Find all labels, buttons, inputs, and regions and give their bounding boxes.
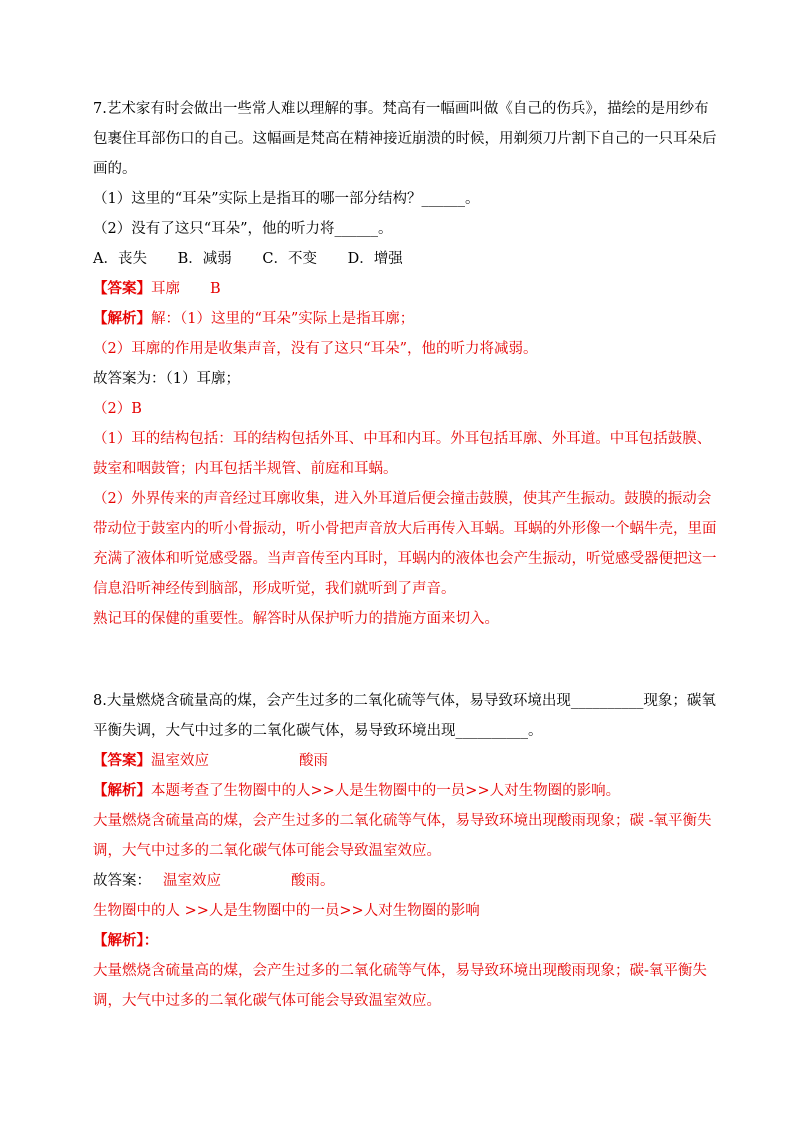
answer-value-1: 耳廓 xyxy=(151,281,180,297)
option-c: C．不变 xyxy=(262,251,317,267)
answer-value-1: 温室效应 xyxy=(151,753,209,769)
option-a: A．丧失 xyxy=(93,251,147,267)
answer-line xyxy=(93,274,713,304)
option-b: B．减弱 xyxy=(177,251,232,267)
answer-tag: 【答案】 xyxy=(93,752,151,769)
analysis2-line: 大量燃烧含硫量高的煤，会产生过多的二氧化硫等气体，易导致环境出现酸雨现象；碳-氧平衡失 xyxy=(93,963,707,979)
analysis-text: 解：（1）这里的“耳朵”实际上是指耳廓； xyxy=(151,311,415,327)
analysis-tag: 【解析】 xyxy=(93,782,151,799)
extension-line: （1）耳的结构包括：耳的结构包括外耳、中耳和内耳。外耳包括耳廓、外耳道。中耳包括鼓膜、 xyxy=(93,431,712,447)
sub-question-2: （2）没有了这只“耳朵”，他的听力将______。 xyxy=(93,221,393,237)
analysis-line xyxy=(93,304,713,334)
analysis-line: 大量燃烧含硫量高的煤，会产生过多的二氧化硫等气体，易导致环境出现酸雨现象；碳 -氧平衡失 xyxy=(93,813,712,829)
question-stem-line: 画的。 xyxy=(93,161,137,177)
sub-question-1: （1）这里的“耳朵”实际上是指耳的哪一部分结构？______。 xyxy=(93,191,480,207)
extension-line: 鼓室和咽鼓管；内耳包括半规管、前庭和耳蜗。 xyxy=(93,461,398,477)
analysis2-line: 调，大气中过多的二氧化碳气体可能会导致温室效应。 xyxy=(93,993,441,1009)
analysis-text: 本题考查了生物圈中的人>>人是生物圈中的一员>>人对生物圈的影响。 xyxy=(151,783,621,799)
final-answer-1: 温室效应 xyxy=(163,873,221,889)
final-answer-label: 故答案为：（1）耳廓； xyxy=(93,371,240,387)
analysis-line: （2）耳廓的作用是收集声音，没有了这只“耳朵”，他的听力将减弱。 xyxy=(93,341,538,357)
analysis-line xyxy=(93,776,713,806)
answer-value-2: B xyxy=(210,281,221,297)
tip-line: 熟记耳的保健的重要性。解答时从保护听力的措施方面来切入。 xyxy=(93,611,499,627)
final-answer-line: （2）B xyxy=(93,401,142,417)
final-answer-line xyxy=(93,866,713,896)
extension-line: （2）外界传来的声音经过耳廓收集，进入外耳道后便会撞击鼓膜，使其产生振动。鼓膜的振动会 xyxy=(93,491,712,507)
extension-line: 信息沿听神经传到脑部，形成听觉，我们就听到了声音。 xyxy=(93,581,456,597)
final-answer-2: 酸雨。 xyxy=(291,873,335,889)
answer-line xyxy=(93,746,713,776)
analysis2-tag: 【解析】： xyxy=(93,932,159,949)
question-stem-line: 包裹住耳部伤口的自己。这幅画是梵高在精神接近崩溃的时候，用剃须刀片割下自己的一只耳朵后 xyxy=(93,131,717,147)
topic-line: 生物圈中的人 >>人是生物圈中的一员>>人对生物圈的影响 xyxy=(93,903,480,919)
question-7 xyxy=(93,94,717,634)
question-stem-line: 8.大量燃烧含硫量高的煤，会产生过多的二氧化硫等气体，易导致环境出现__________现象；碳氧 xyxy=(93,693,716,709)
answer-value-2: 酸雨 xyxy=(299,753,328,769)
analysis-line: 调，大气中过多的二氧化碳气体可能会导致温室效应。 xyxy=(93,843,441,859)
option-d: D．增强 xyxy=(347,251,403,267)
final-answer-label: 故答案： xyxy=(93,873,151,889)
answer-tag: 【答案】 xyxy=(93,280,151,297)
extension-line: 带动位于鼓室内的听小骨振动，听小骨把声音放大后再传入耳蜗。耳蜗的外形像一个蜗牛壳，里面 xyxy=(93,521,717,537)
question-stem-line: 平衡失调，大气中过多的二氧化碳气体，易导致环境出现__________。 xyxy=(93,723,543,739)
analysis-tag: 【解析】 xyxy=(93,310,151,327)
answer-options xyxy=(93,244,713,274)
question-stem-line: 7.艺术家有时会做出一些常人难以理解的事。梵高有一幅画叫做《自己的伤兵》，描绘的是用纱布 xyxy=(93,101,709,117)
extension-line: 充满了液体和听觉感受器。当声音传至内耳时，耳蜗内的液体也会产生振动，听觉感受器便把这一 xyxy=(93,551,717,567)
question-8 xyxy=(93,686,716,1016)
